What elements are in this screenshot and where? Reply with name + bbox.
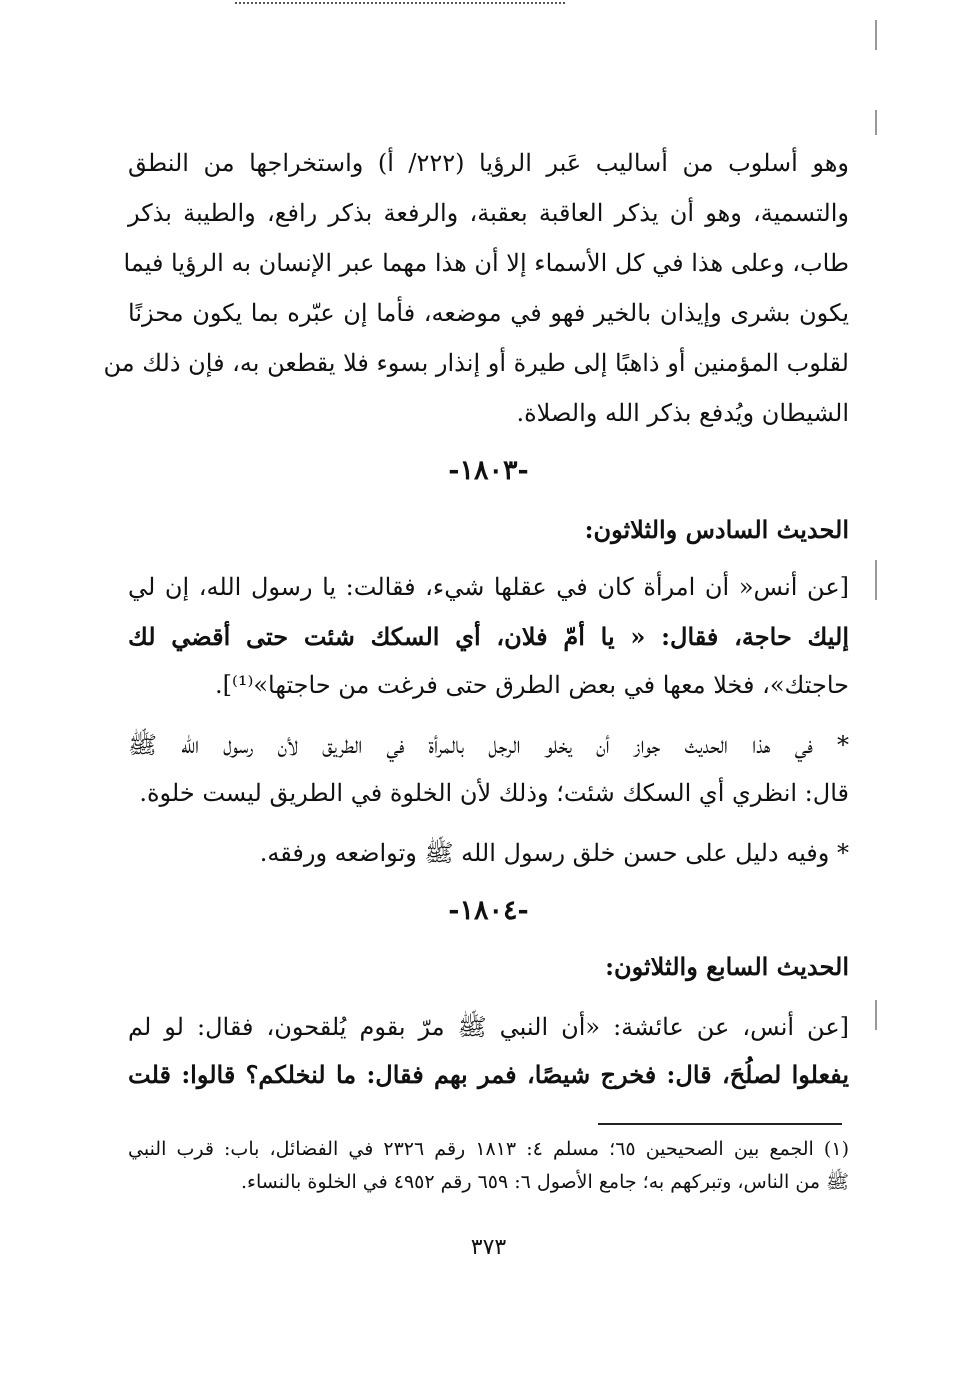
text-line: الشيطان ويُدفع بذكر الله والصلاة. xyxy=(516,399,849,427)
margin-mark xyxy=(875,20,877,50)
commentary-line: * وفيه دليل على حسن خلق رسول الله ﷺ وتواضعه ورفقه. xyxy=(259,839,849,867)
text-line: طاب، وعلى هذا في كل الأسماء إلا أن هذا مهما عبر الإنسان به الرؤيا فيما xyxy=(123,249,849,277)
text-line: يكون بشرى وإيذان بالخير فهو في موضعه، فأما إن عبّره بما يكون محزنًا xyxy=(128,299,849,327)
hadith-line: يفعلوا لصلُحَ، قال: فخرج شيصًا، فمر بهم فقال: ما لنخلكم؟ قالوا: قلت xyxy=(128,1060,849,1089)
text-line: وهو أسلوب من أساليب عَبر الرؤيا (٢٢٢/ أ) واستخراجها من النطق xyxy=(128,149,849,177)
text-line: لقلوب المؤمنين أو ذاهبًا إلى طيرة أو إنذار بسوء فلا يقطعن به، فإن ذلك من xyxy=(103,349,849,377)
page-number: ٣٧٣ xyxy=(470,1235,507,1260)
hadith-line: [عن أنس« أن امرأة كان في عقلها شيء، فقالت: يا رسول الله، إن لي xyxy=(128,573,849,601)
text-line: والتسمية، وهو أن يذكر العاقبة بعقبة، والرفعة بذكر رافع، والطيبة بذكر xyxy=(128,199,849,227)
hadith-line: [عن أنس، عن عائشة: «أن النبي ﷺ مرّ بقوم يُلقحون، فقال: لو لم xyxy=(128,1013,849,1041)
margin-mark xyxy=(875,1000,877,1030)
hadith-line: حاجتك»، فخلا معها في بعض الطرق حتى فرغت من حاجتها»⁽¹⁾]. xyxy=(214,671,849,699)
footnote-line: ﷺ من الناس، وتبركهم به؛ جامع الأصول ٦: ٦٥٩ رقم ٤٩٥٢ في الخلوة بالنساء. xyxy=(241,1171,849,1193)
footnote-line: (١) الجمع بين الصحيحين ٦٥؛ مسلم ٤: ١٨١٣ رقم ٢٣٢٦ في الفضائل، باب: قرب النبي xyxy=(128,1138,849,1160)
top-edge-dots xyxy=(235,2,565,4)
margin-mark xyxy=(875,110,877,135)
hadith-number: -١٨٠٣- xyxy=(448,455,529,486)
margin-mark xyxy=(875,560,877,600)
hadith-title: الحديث السادس والثلاثون: xyxy=(584,515,849,544)
hadith-line: إليك حاجة، فقال: « يا أمّ فلان، أي السكك شئت حتى أقضي لك xyxy=(128,622,849,651)
commentary-line: * في هذا الحديث جواز أن يخلو الرجل بالمرأة في الطريق لأن رسول الله ﷺ xyxy=(128,731,849,759)
footnote-separator xyxy=(598,1123,842,1125)
commentary-line: قال: انظري أي السكك شئت؛ وذلك لأن الخلوة في الطريق ليست خلوة. xyxy=(139,779,849,807)
hadith-number: -١٨٠٤- xyxy=(448,895,529,926)
hadith-title: الحديث السابع والثلاثون: xyxy=(605,952,849,981)
